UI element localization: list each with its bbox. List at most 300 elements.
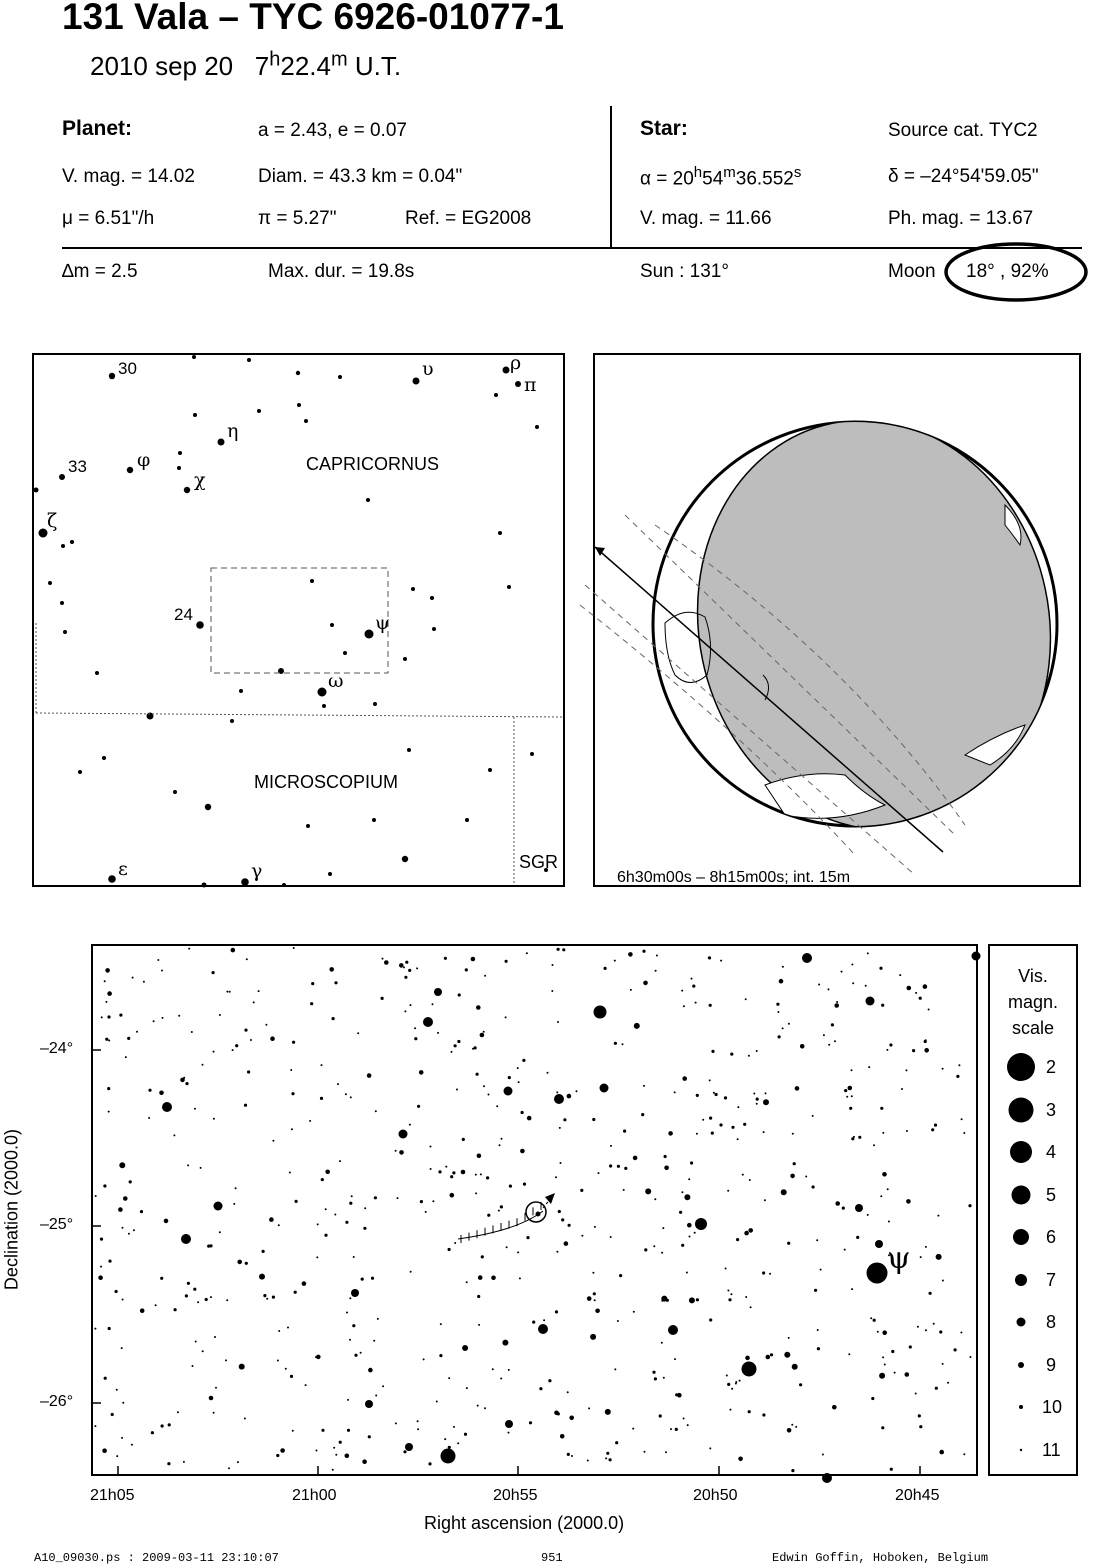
field-star (805, 1176, 807, 1178)
y-axis-label: Declination (2000.0) (1, 1128, 22, 1291)
field-star (877, 1331, 879, 1333)
svg-text:υ: υ (422, 358, 434, 380)
field-star (269, 1217, 274, 1222)
field-star (681, 1244, 684, 1247)
planet-heading: Planet: (62, 117, 133, 140)
field-star (522, 1059, 525, 1062)
field-star (939, 1330, 942, 1333)
field-star (474, 1046, 477, 1049)
field-star (276, 1454, 279, 1457)
field-star (116, 1389, 118, 1391)
field-star (661, 1342, 663, 1344)
field-star (906, 1199, 911, 1204)
field-star (285, 1368, 287, 1370)
field-star (556, 1091, 558, 1093)
legend-mag-6: 6 (1046, 1227, 1057, 1247)
field-star (539, 1387, 542, 1390)
field-star (472, 1048, 474, 1050)
field-star (188, 948, 190, 950)
field-star (594, 1226, 596, 1228)
field-star (633, 1156, 638, 1161)
field-star (817, 1329, 819, 1331)
field-star (715, 1093, 718, 1096)
magnitude-legend (988, 944, 1078, 1476)
field-star (128, 1233, 130, 1235)
field-star (882, 1356, 884, 1358)
field-star (324, 1234, 327, 1237)
field-star (894, 1372, 896, 1374)
field-star (399, 963, 404, 968)
finder-chart-canvas (34, 352, 563, 885)
field-star (108, 1040, 110, 1042)
field-star (367, 1073, 372, 1078)
field-star (430, 1146, 432, 1148)
field-star (906, 1130, 908, 1132)
field-star (664, 1166, 669, 1171)
field-star (381, 997, 384, 1000)
field-star (822, 1454, 824, 1456)
field-star (444, 1438, 446, 1440)
field-star (558, 1210, 561, 1213)
field-star (730, 1293, 732, 1295)
field-star (735, 1381, 737, 1383)
moon-circle-annotation (0, 0, 1096, 320)
field-star (486, 1176, 489, 1179)
field-star (354, 1354, 357, 1357)
planet-diam: Diam. = 43.3 km = 0.04" (258, 166, 463, 187)
field-star (702, 1119, 704, 1121)
field-star (659, 1414, 662, 1417)
field-star (505, 960, 508, 963)
field-star (219, 1231, 221, 1233)
field-star (321, 1064, 323, 1066)
field-star (792, 1364, 798, 1370)
field-star (290, 1375, 293, 1378)
field-star (118, 1207, 123, 1212)
star-label-33: 33 (68, 457, 87, 476)
field-star (368, 1368, 373, 1373)
field-star (294, 1291, 297, 1294)
field-star (346, 1312, 348, 1314)
field-star (882, 1172, 887, 1177)
field-star (909, 1345, 912, 1348)
field-star (527, 1116, 532, 1121)
legend-mag-5: 5 (1046, 1185, 1057, 1205)
field-star (947, 1382, 949, 1384)
field-star (942, 1363, 944, 1365)
field-star (828, 1044, 830, 1046)
field-star (347, 1399, 349, 1401)
field-star (131, 1444, 133, 1446)
field-star (782, 966, 784, 968)
field-star (439, 1354, 442, 1357)
field-star (417, 1105, 420, 1108)
field-star (867, 1214, 869, 1216)
field-star (879, 967, 882, 970)
field-star (373, 1340, 375, 1342)
field-star (337, 1083, 339, 1085)
field-star (737, 1138, 739, 1140)
field-star (547, 1072, 549, 1074)
field-star (569, 1416, 574, 1421)
field-star (382, 1385, 384, 1387)
field-star (161, 1424, 164, 1427)
field-star (477, 1154, 482, 1159)
field-star (907, 986, 912, 991)
field-star (598, 1172, 600, 1174)
field-star (432, 1200, 434, 1202)
field-star (795, 1086, 800, 1091)
field-star (969, 1356, 971, 1358)
field-star (557, 1021, 559, 1023)
field-star (290, 1069, 292, 1071)
field-star (519, 1277, 521, 1279)
field-star (167, 1462, 170, 1465)
field-star (756, 1098, 759, 1101)
x-axis-label: Right ascension (2000.0) (424, 1513, 625, 1533)
field-star (934, 1124, 937, 1127)
detail-star-chart (91, 944, 978, 1476)
field-star (440, 1323, 442, 1325)
field-star (436, 1401, 438, 1403)
sun-elongation: Sun : 131° (640, 261, 729, 282)
x-tick-3: 20h50 (693, 1487, 738, 1504)
field-star (557, 948, 560, 951)
field-star (416, 967, 418, 969)
field-star (954, 1348, 957, 1351)
field-star (873, 1144, 875, 1146)
legend-dots (990, 946, 1076, 1474)
legend-title-3: scale (1011, 1018, 1055, 1038)
field-star (253, 1001, 255, 1003)
field-star (713, 1092, 715, 1094)
field-star (362, 1459, 367, 1464)
field-star (614, 1042, 617, 1045)
field-star (345, 1454, 350, 1459)
field-star (360, 1352, 362, 1354)
field-star (105, 1001, 107, 1003)
field-star (887, 1188, 889, 1190)
field-star (753, 1093, 755, 1095)
field-star (956, 1075, 959, 1078)
field-star (654, 1377, 657, 1380)
field-star (645, 1188, 651, 1194)
field-star (665, 1451, 667, 1453)
field-star (661, 1300, 663, 1302)
field-star (153, 1020, 155, 1022)
field-star (450, 1175, 453, 1178)
field-star (851, 1288, 853, 1290)
field-star (692, 985, 695, 988)
field-star (104, 980, 106, 982)
field-star (107, 1087, 110, 1090)
field-star (641, 1113, 644, 1116)
field-star (291, 1128, 293, 1130)
field-star (790, 1174, 795, 1179)
field-star (235, 1187, 237, 1189)
field-star (664, 1155, 667, 1158)
field-star (731, 1388, 733, 1390)
field-star (293, 947, 295, 949)
field-star (161, 970, 163, 972)
x-tick-1: 21h00 (292, 1487, 337, 1504)
field-star (98, 1275, 103, 1280)
field-star (820, 1269, 822, 1271)
field-star (709, 1117, 712, 1120)
field-star (670, 1428, 672, 1430)
field-star (457, 1442, 459, 1444)
field-star (232, 1049, 234, 1051)
legend-title-2: magn. (1007, 992, 1059, 1012)
field-star (414, 1037, 417, 1040)
finder-chart (32, 353, 565, 887)
field-star (448, 1248, 451, 1251)
field-star (404, 1010, 406, 1012)
field-star (333, 1447, 335, 1449)
field-star (925, 1039, 927, 1041)
field-star (871, 1397, 874, 1400)
field-star (787, 1242, 790, 1245)
field-star (675, 1393, 678, 1396)
field-star (942, 1280, 944, 1282)
field-star (779, 979, 784, 984)
field-star (191, 1031, 193, 1033)
field-star (478, 1324, 480, 1326)
field-star (557, 1412, 560, 1415)
field-star (462, 1345, 468, 1351)
field-star (325, 1170, 330, 1175)
field-star (788, 1023, 790, 1025)
field-star (477, 1295, 480, 1298)
y-tick-2: –26° (40, 1393, 74, 1410)
field-star (709, 1318, 712, 1321)
field-star (925, 1329, 927, 1331)
field-star (696, 1298, 699, 1301)
field-star (619, 1274, 622, 1277)
field-star (448, 1377, 450, 1379)
field-star (691, 978, 693, 980)
field-star (763, 1099, 769, 1105)
field-star (185, 1294, 188, 1297)
field-star (935, 1387, 938, 1390)
field-star (628, 952, 633, 957)
field-star (567, 1094, 572, 1099)
field-star (942, 1068, 944, 1070)
field-star (197, 1301, 199, 1303)
field-star (453, 1426, 455, 1428)
field-star (856, 1236, 859, 1239)
field-star (174, 1308, 177, 1311)
field-star (214, 1336, 216, 1338)
star-heading: Star: (640, 117, 688, 140)
field-star (173, 1134, 175, 1136)
field-star (520, 1149, 525, 1154)
field-star (491, 1276, 496, 1281)
field-star (605, 1409, 611, 1415)
field-star (737, 1106, 739, 1108)
field-star (812, 1115, 814, 1117)
field-star (743, 1123, 746, 1126)
field-star (769, 1273, 771, 1275)
field-star (884, 1364, 886, 1366)
legend-mag-2: 2 (1046, 1057, 1057, 1077)
field-star (655, 970, 657, 972)
field-star (180, 1078, 185, 1083)
field-star (928, 1009, 930, 1011)
field-star (606, 1452, 609, 1455)
field-star (782, 1027, 784, 1029)
field-star (102, 1448, 107, 1453)
field-star (403, 966, 405, 968)
field-star (259, 1274, 265, 1280)
footer-author: Edwin Goffin, Hoboken, Belgium (772, 1551, 989, 1565)
field-star (148, 1117, 150, 1119)
field-star (309, 1120, 311, 1122)
field-star (119, 1014, 122, 1017)
field-star (614, 1368, 616, 1370)
field-star (668, 1131, 673, 1136)
field-star (622, 1043, 624, 1045)
field-star (652, 1371, 655, 1374)
field-star (744, 1231, 749, 1236)
field-star (614, 960, 616, 962)
constellation-sgr: SGR (519, 852, 559, 872)
field-star (121, 1437, 123, 1439)
field-star (162, 1017, 164, 1019)
field-star (630, 989, 632, 991)
field-star (329, 967, 334, 972)
field-star (920, 1256, 922, 1258)
moon-label: Moon (888, 261, 936, 282)
field-star (316, 1450, 318, 1452)
field-star (384, 960, 389, 965)
field-star (320, 1097, 323, 1100)
field-star (623, 1189, 625, 1191)
field-star (708, 956, 711, 959)
field-star (899, 974, 901, 976)
field-star (316, 1355, 321, 1360)
field-star (917, 1326, 919, 1328)
field-star (107, 991, 112, 996)
field-star (287, 1327, 289, 1329)
field-star (694, 1232, 696, 1234)
event-datetime: 2010 sep 20 7$^h$22.4$^m$ U.T. (90, 48, 402, 81)
field-star (292, 1430, 294, 1432)
field-star (837, 1004, 839, 1006)
field-star (351, 1195, 353, 1197)
field-star (763, 1131, 765, 1133)
field-star (912, 1049, 915, 1052)
legend-mag-3: 3 (1046, 1100, 1057, 1120)
field-star (122, 1299, 124, 1301)
field-star (263, 1294, 266, 1297)
planet-pi: π = 5.27" (258, 208, 337, 229)
globe-caption: 6h30m00s – 8h15m00s; int. 15m (617, 869, 851, 886)
field-star (905, 1372, 910, 1377)
field-star (523, 1183, 526, 1186)
field-star (644, 1451, 646, 1453)
field-star (200, 1167, 202, 1169)
field-star (349, 1297, 351, 1299)
header-column-divider (610, 106, 612, 248)
field-star (210, 1296, 212, 1298)
field-star (849, 1107, 852, 1110)
field-star (526, 1236, 529, 1239)
field-star (532, 1321, 535, 1324)
field-star (461, 1170, 466, 1175)
field-star (123, 1196, 128, 1201)
field-star (633, 1311, 635, 1313)
field-star (720, 960, 722, 962)
field-star (848, 1353, 850, 1355)
field-star (674, 1091, 676, 1093)
field-star (867, 952, 869, 954)
field-star (476, 1005, 481, 1010)
field-star (364, 1207, 366, 1209)
field-star (168, 1423, 171, 1426)
field-star (865, 985, 867, 987)
field-star (104, 1377, 107, 1380)
field-star (642, 950, 645, 953)
field-star (94, 1328, 96, 1330)
field-star (345, 1221, 348, 1224)
field-star (709, 1447, 711, 1449)
field-star (430, 1168, 432, 1170)
svg-text:ε: ε (118, 858, 128, 880)
footer-file: A10_09030.ps : 2009-03-11 23:10:07 (34, 1551, 279, 1565)
field-star (382, 958, 384, 960)
field-star (529, 1421, 532, 1424)
field-star (919, 1425, 922, 1428)
psi-label: ψ (887, 1241, 911, 1276)
legend-mag-4: 4 (1046, 1142, 1057, 1162)
field-star (604, 967, 607, 970)
field-star (105, 968, 110, 973)
field-star (960, 1332, 962, 1334)
field-star (770, 1353, 773, 1356)
field-star (272, 1140, 274, 1142)
field-star (108, 1327, 111, 1330)
field-star (551, 990, 553, 992)
field-star (484, 1407, 486, 1409)
field-star (258, 990, 260, 992)
star-phmag: Ph. mag. = 13.67 (888, 208, 1034, 229)
field-star (605, 1457, 607, 1459)
field-star (506, 1246, 508, 1248)
field-star (476, 1073, 479, 1076)
field-star (762, 1413, 765, 1416)
field-star (526, 952, 528, 954)
field-star (587, 1296, 592, 1301)
constellation-microscopium: MICROSCOPIUM (254, 772, 398, 792)
field-star (357, 1032, 359, 1034)
field-star (689, 1297, 695, 1303)
field-star (235, 1044, 238, 1047)
field-star (681, 990, 683, 992)
field-star (475, 1174, 477, 1176)
field-star (795, 1426, 797, 1428)
field-star (728, 1298, 731, 1301)
field-star (277, 1360, 279, 1362)
field-star (457, 1040, 460, 1043)
field-star (231, 948, 236, 953)
field-star (517, 1251, 519, 1253)
field-star (787, 1428, 792, 1433)
field-star (776, 1003, 779, 1006)
field-star (464, 1433, 467, 1436)
field-star (445, 1166, 447, 1168)
occultation-target-marker (526, 1202, 546, 1222)
